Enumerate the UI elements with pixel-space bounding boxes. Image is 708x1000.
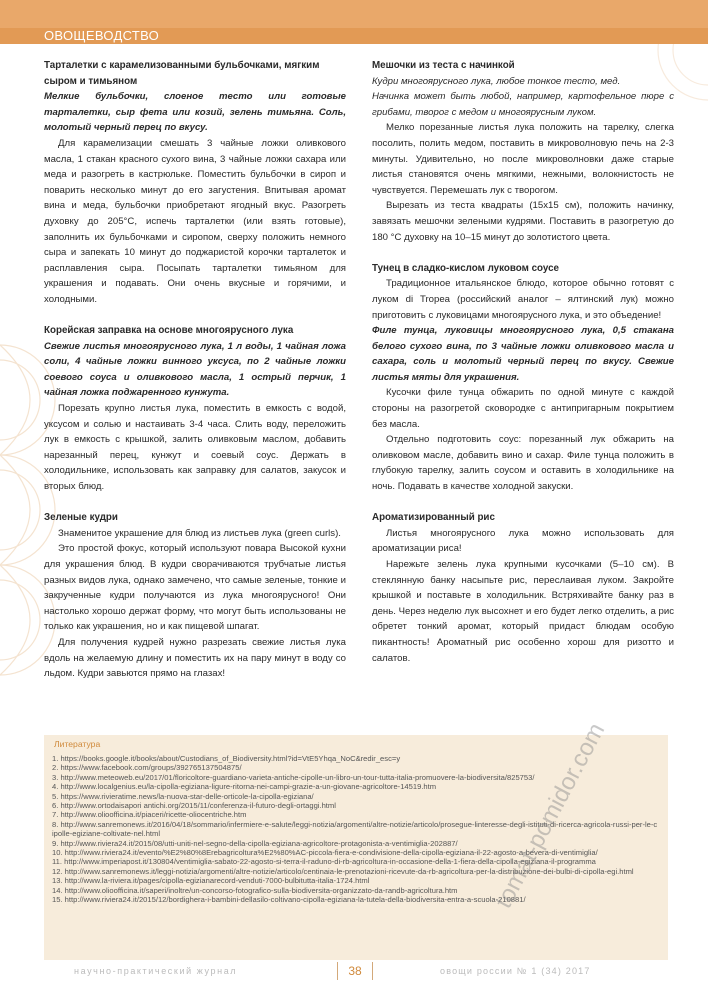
literature-item[interactable]: 10. http://www.riviera24.it/evento/%E2%80%8Erebagricoltura%E2%80%AC-piccola-fiera-e-condivisione-della-cipolla-egiziana-il-22-agosto-a-bevera-di-ventimiglia/ — [52, 848, 598, 858]
literature-item[interactable]: 9. http://www.riviera24.it/2015/08/utti-uniti-nel-segno-della-cipolla-egiziana-agricoltore-protagonista-a-ventimiglia-202887/ — [52, 838, 458, 848]
recipe-text: Это простой фокус, который используют повара Высокой кухни для украшения блюд. В кудри сворачиваются трубчатые листья разных видов лука, однако замечено, что самые зеленые, тонкие и закрученные кудри получаются из лука многоярусного! Они настолько хорошо держат форму, что могут быть использованы не только как украшения, но и как пищевой шпагат. — [44, 543, 346, 633]
journal-issue: овощи россии № 1 (34) 2017 — [440, 966, 591, 976]
literature-item[interactable]: 3. http://www.meteoweb.eu/2017/01/floricoltore-guardiano-varieta-antiche-cipolle-un-libro-un-tour-tutta-italia-promuovere-la-biodiversita/825753/ — [52, 772, 535, 782]
literature-item[interactable]: 5. https://www.rivieratime.news/la-nuova-star-delle-orticole-la-cipolla-egiziana/ — [52, 791, 314, 801]
recipe-text: Порезать крупно листья лука, поместить в емкость с водой, уксусом и солью и настаивать 3-4 часа. Слить воду, переложить лук в емкость с крышкой, залить оливковым маслом, добавить нарезанный перец, кунжут и соевый соус. Держать в холодильнике, использовать как заправку для салатов, закусок и вторых блюд. — [44, 403, 346, 493]
recipe-ingredients: Филе тунца, луковицы многоярусного лука, 0,5 стакана белого сухого вина, по 3 чайные ложки оливкового масла и сахара, соль и молотый черный перец по вкусу. Свежие листья мяты для украшения. — [372, 325, 674, 383]
literature-item[interactable]: 4. http://www.localgenius.eu/la-cipolla-egiziana-ligure-ritorna-nei-campi-grazie-a-un-giovane-agricoltore-14519.htm — [52, 782, 437, 792]
recipe-title: Мешочки из теста с начинкой — [372, 60, 515, 71]
literature-title: Литература — [54, 739, 101, 749]
recipe-text: Нарежьте зелень лука крупными кусочками (5–10 см). В стеклянную банку насыпьте рис, переслаивая луком. Закройте крышкой и поставьте в холодильник. Встряхивайте банку раз в день. Через неделю лук высохнет и его будет легко отделить, а рис обретет тонкий аромат, который придаст блюдам особую пикантность! Ароматный рис особенно хорош для ризотто и салатов. — [372, 559, 674, 664]
recipe-title: Тарталетки с карамелизованными бульбочками, мягким сыром и тимьяном — [44, 60, 320, 87]
literature-item[interactable]: 14. http://www.olioofficina.it/saperi/inoltre/un-concorso-fotografico-sulla-biodiversita-organizzato-da-randb-agricoltura.htm — [52, 885, 458, 895]
page-number: 38 — [337, 962, 373, 980]
recipe-title: Корейская заправка на основе многоярусного лука — [44, 325, 294, 337]
journal-name: научно-практический журнал — [74, 966, 238, 976]
recipe-filling: Начинка может быть любой, например, картофельное пюре с грибами, творог с медом и многоярусным луком. — [372, 91, 674, 118]
literature-item[interactable]: 2. https://www.facebook.com/groups/392765137504875/ — [52, 763, 242, 773]
recipe-text: Листья многоярусного лука можно использовать для ароматизации риса! — [372, 527, 674, 555]
literature-item[interactable]: 6. http://www.ortodaisapori antichi.org/2015/11/conferenza-il-futuro-degli-ortaggi.html — [52, 801, 336, 811]
literature-item[interactable]: 7. http://www.olioofficina.it/piaceri/ricette-oliocentriche.htm — [52, 810, 247, 820]
recipe-title: Зеленые кудри — [44, 512, 118, 524]
literature-item[interactable]: 8. http://www.sanremonews.it/2016/04/18/sommario/infermiere-e-salute/leggi-notizia/argomenti/altre-notizie/articolo/prosegue-linteresse-degli-istituti-di-ricerca-agricola-russi-per-le-cipolle-egiziane-coltivate-nel.html — [52, 819, 658, 839]
literature-item[interactable]: 11. http://www.imperiapost.it/130804/ventimiglia-sabato-22-agosto-si-terra-il-raduno-di-rb-agricoltura-in-occasione-della-1-fiera-della-cipolla-egiziana-il-programma — [52, 857, 596, 867]
recipe-title: Ароматизированный рис — [372, 512, 495, 524]
literature-item[interactable]: 1. https://books.google.it/books/about/Custodians_of_Biodiversity.html?id=VtE5Yhqa_NoC&redir_esc=y — [52, 754, 401, 763]
recipe-text: Вырезать из теста квадраты (15х15 см), положить начинку, завязать мешочки зелеными кудрями. Поставить в разогретую до 180 °С духовку на 10–15 минут до золотистого цвета. — [372, 200, 674, 243]
recipe-text: Для карамелизации смешать 3 чайные ложки оливкового масла, 1 стакан красного сухого вина, 3 чайные ложки сахара или меда и разогреть в кастрюльке. Поместить бульбочки в сироп и поварить несколько минут до его загустения. Впитывая аромат вина и меда, бульбочки приобретают ягодный вкус. Разогреть духовку до 205°С, испечь тарталетки (или взять готовые), заполнить их бульбочками и сиропом, сверху положить немного сыра и запекать 10 минут до поджаристой корочки тарталеток и расплавления сыра. Посыпать тарталетки тимьяном для украшения и подавать. Они очень вкусные и горячими, и холодными. — [44, 137, 346, 305]
literature-item[interactable]: 12. http://www.sanremonews.it/leggi-notizia/argomenti/altre-notizie/articolo/centinaia-le-prenotazioni-ricevute-da-rb-agricoltura-per-la-distribuzione-dei-bulbi-di-cipolla-egi.html — [52, 866, 634, 876]
recipe-ingredients: Свежие листья многоярусного лука, 1 л воды, 1 чайная ложа соли, 4 чайные ложки винного уксуса, по 2 чайные ложки соевого соуса и оливкового масла, 1 острый перчик, 1 чайная ложка поджаренного кунжута. — [44, 340, 346, 399]
recipe-text: Для получения кудрей нужно разрезать свежие листья лука вдоль на желаемую длину и поместить их на пару минут в воду со льдом. Кудри завьются прямо на глазах! — [44, 636, 346, 680]
recipe-text: Кусочки филе тунца обжарить по одной минуте с каждой стороны на разогретой сковородке с антипригарным покрытием без масла. — [372, 387, 674, 430]
watermark: tomat-pomidor.com — [490, 718, 611, 913]
left-column — [44, 58, 346, 682]
literature-item[interactable]: 13. http://www.la-riviera.it/pages/cipolla-egizianarecord-venduti-7000-bulbitutta-italia-1724.html — [52, 876, 370, 886]
right-column — [372, 58, 674, 666]
page-footer — [0, 962, 708, 982]
recipe-title: Тунец в сладко-кислом луковом соусе — [372, 262, 559, 274]
recipe-text: Мелко порезанные листья лука положить на тарелку, слегка посолить, полить медом, поставить в микроволновую печь на 2-3 минуты. Удивительно, но после микроволновки даже старые листья становятся очень мягкими, нежными, волокнистость не чувствуется. Перемешать лук с творогом. — [372, 122, 674, 196]
recipe-text: Отдельно подготовить соус: порезанный лук обжарить на оливковом масле, добавить вино и сахар. Филе тунца положить в глубокую тарелку, залить соусом и оставить в холодильнике на ночь. Подавать в качестве холодной закуски. — [372, 434, 674, 493]
recipe-text: Традиционное итальянское блюдо, которое обычно готовят с луком di Tropea (российский аналог – ялтинский лук) можно приготовить с луковицами многоярусного лука, и это объедение! — [372, 278, 674, 321]
recipe-ingredients: Мелкие бульбочки, слоеное тесто или готовые тарталетки, сыр фета или козий, зелень тимьяна. Соль, молотый черный перец по вкусу. — [44, 91, 346, 134]
section-label: ОВОЩЕВОДСТВО — [44, 28, 160, 43]
recipe-ingredients: Кудри многоярусного лука, любое тонкое тесто, мед. — [372, 75, 621, 87]
literature-item[interactable]: 15. http://www.riviera24.it/2015/12/bordighera-i-bambini-dellasilo-coltivano-cipolla-egiziana-la-tutela-della-biodiversita-entra-a-scuola-210881/ — [52, 895, 526, 905]
recipe-text: Знаменитое украшение для блюд из листьев лука (green curls). — [58, 527, 341, 539]
